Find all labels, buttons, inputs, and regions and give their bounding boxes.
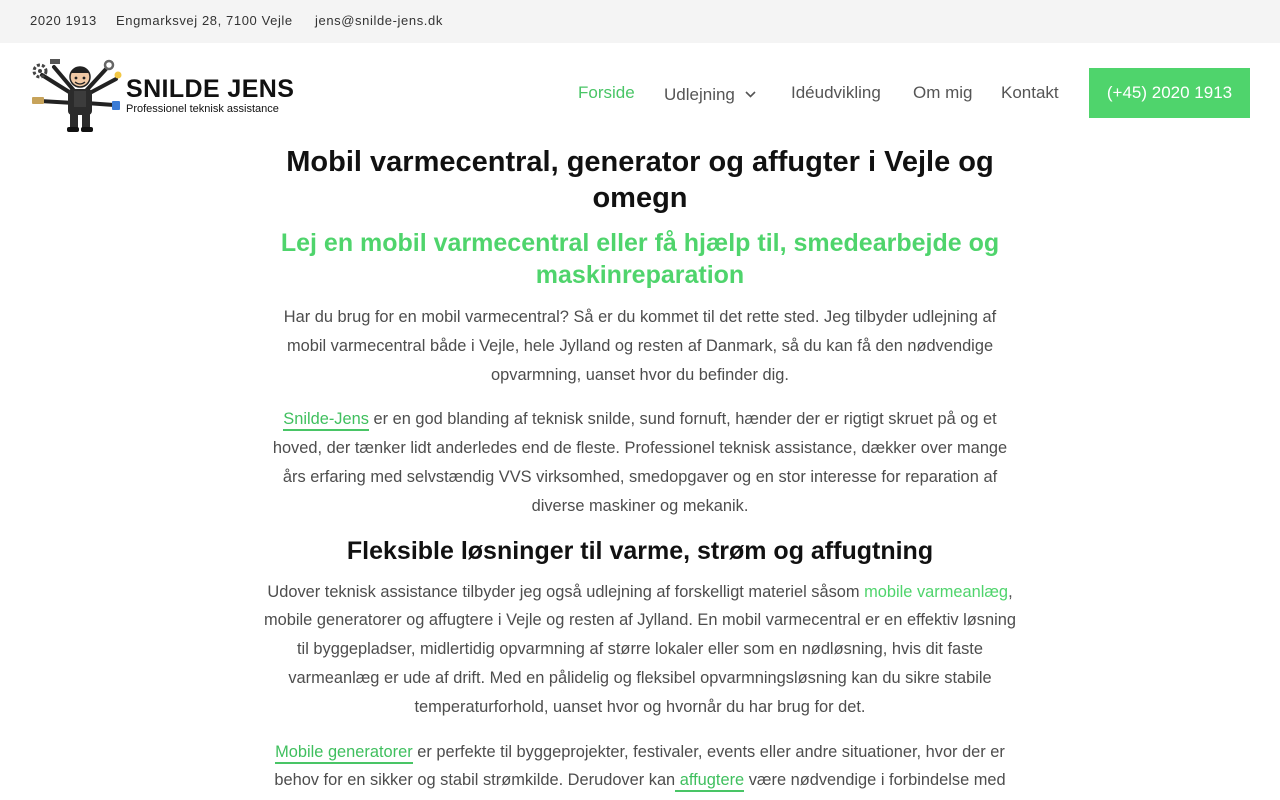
paragraph-text-start: Udover teknisk assistance tilbyder jeg også udlejning af forskelligt materiel såsom <box>267 582 865 601</box>
chevron-down-icon <box>745 83 756 103</box>
main-content <box>258 141 1022 795</box>
topbar-email[interactable]: jens@snilde-jens.dk <box>315 13 443 28</box>
site-header <box>0 43 1280 141</box>
paragraph-text-end: , mobile generatorer og affugtere i Vejle og resten af Jylland. En mobil varmecentral er en effektiv løsning til byggepladser, midlertidig opvarmning af større lokaler eller som en nødløsning, hvis dit faste varmeanlæg er ude af drift. Med en pålidelig og fleksibel opvarmningsløsning kan du sikre stabile temperaturforhold, uanset hvor og hvornår du har brug for det. <box>264 582 1016 716</box>
nav-item-om-mig[interactable]: Om mig <box>913 83 973 102</box>
snilde-jens-link[interactable]: Snilde-Jens <box>283 410 369 431</box>
nav-item-forside[interactable]: Forside <box>578 83 635 102</box>
nav-item-udlejning[interactable] <box>664 83 756 105</box>
mascot-illustration-icon <box>30 53 122 133</box>
top-info-bar <box>0 0 1280 43</box>
nav-item-udlejning-label: Udlejning <box>664 85 735 104</box>
page-subtitle: Lej en mobil varmecentral eller få hjælp til, smedearbejde og maskinreparation <box>280 229 1000 289</box>
site-logo[interactable] <box>30 53 295 133</box>
topbar-phone[interactable]: 2020 1913 <box>30 13 97 28</box>
intro-paragraph: Har du brug for en mobil varmecentral? Så er du kommet til det rette sted. Jeg tilbyder udlejning af mobil varmecentral både i Vejle, hele Jylland og resten af Danmark, så du kan få den nødvendige opvarmning, uanset hvor du befinder dig. <box>283 308 997 384</box>
mobile-varmeanlaeg-link[interactable]: mobile varmeanlæg <box>864 582 1009 601</box>
flexible-solutions-paragraph <box>258 578 1022 722</box>
affugtere-link[interactable]: affugtere <box>675 771 744 792</box>
nav-item-kontakt[interactable]: Kontakt <box>1001 83 1059 102</box>
mobile-generatorer-link[interactable]: Mobile generatorer <box>275 743 413 764</box>
generators-paragraph-text: er perfekte til byggeprojekter, festivaler, events eller andre situationer, hvor der er behov for en sikker og stabil strømkilde. Derudover kan <box>274 742 1005 790</box>
call-phone-button[interactable]: (+45) 2020 1913 <box>1089 68 1250 118</box>
logo-subtitle: Professionel teknisk assistance <box>126 103 279 115</box>
about-paragraph-text: er en god blanding af teknisk snilde, sund fornuft, hænder der er rigtigt skruet på og et hoved, der tænker lidt anderledes end de fleste. Professionel teknisk assistance, dækker over mange års erfaring med selvstændig VVS virksomhed, smedopgaver og en stor interesse for reparation af diverse maskiner og mekanik. <box>272 410 1008 515</box>
generators-paragraph <box>258 738 1022 796</box>
page-title: Mobil varmecentral, generator og affugter i Vejle og omegn <box>286 146 994 214</box>
logo-title: SNILDE JENS <box>126 75 295 103</box>
nav-item-ideudvikling[interactable]: Idéudvikling <box>791 83 881 102</box>
about-paragraph <box>258 405 1022 520</box>
section-heading: Fleksible løsninger til varme, strøm og affugtning <box>346 536 934 565</box>
topbar-address: Engmarksvej 28, 7100 Vejle <box>116 13 293 28</box>
generators-paragraph-tail: være nødvendige i forbindelse med <box>744 771 1006 790</box>
